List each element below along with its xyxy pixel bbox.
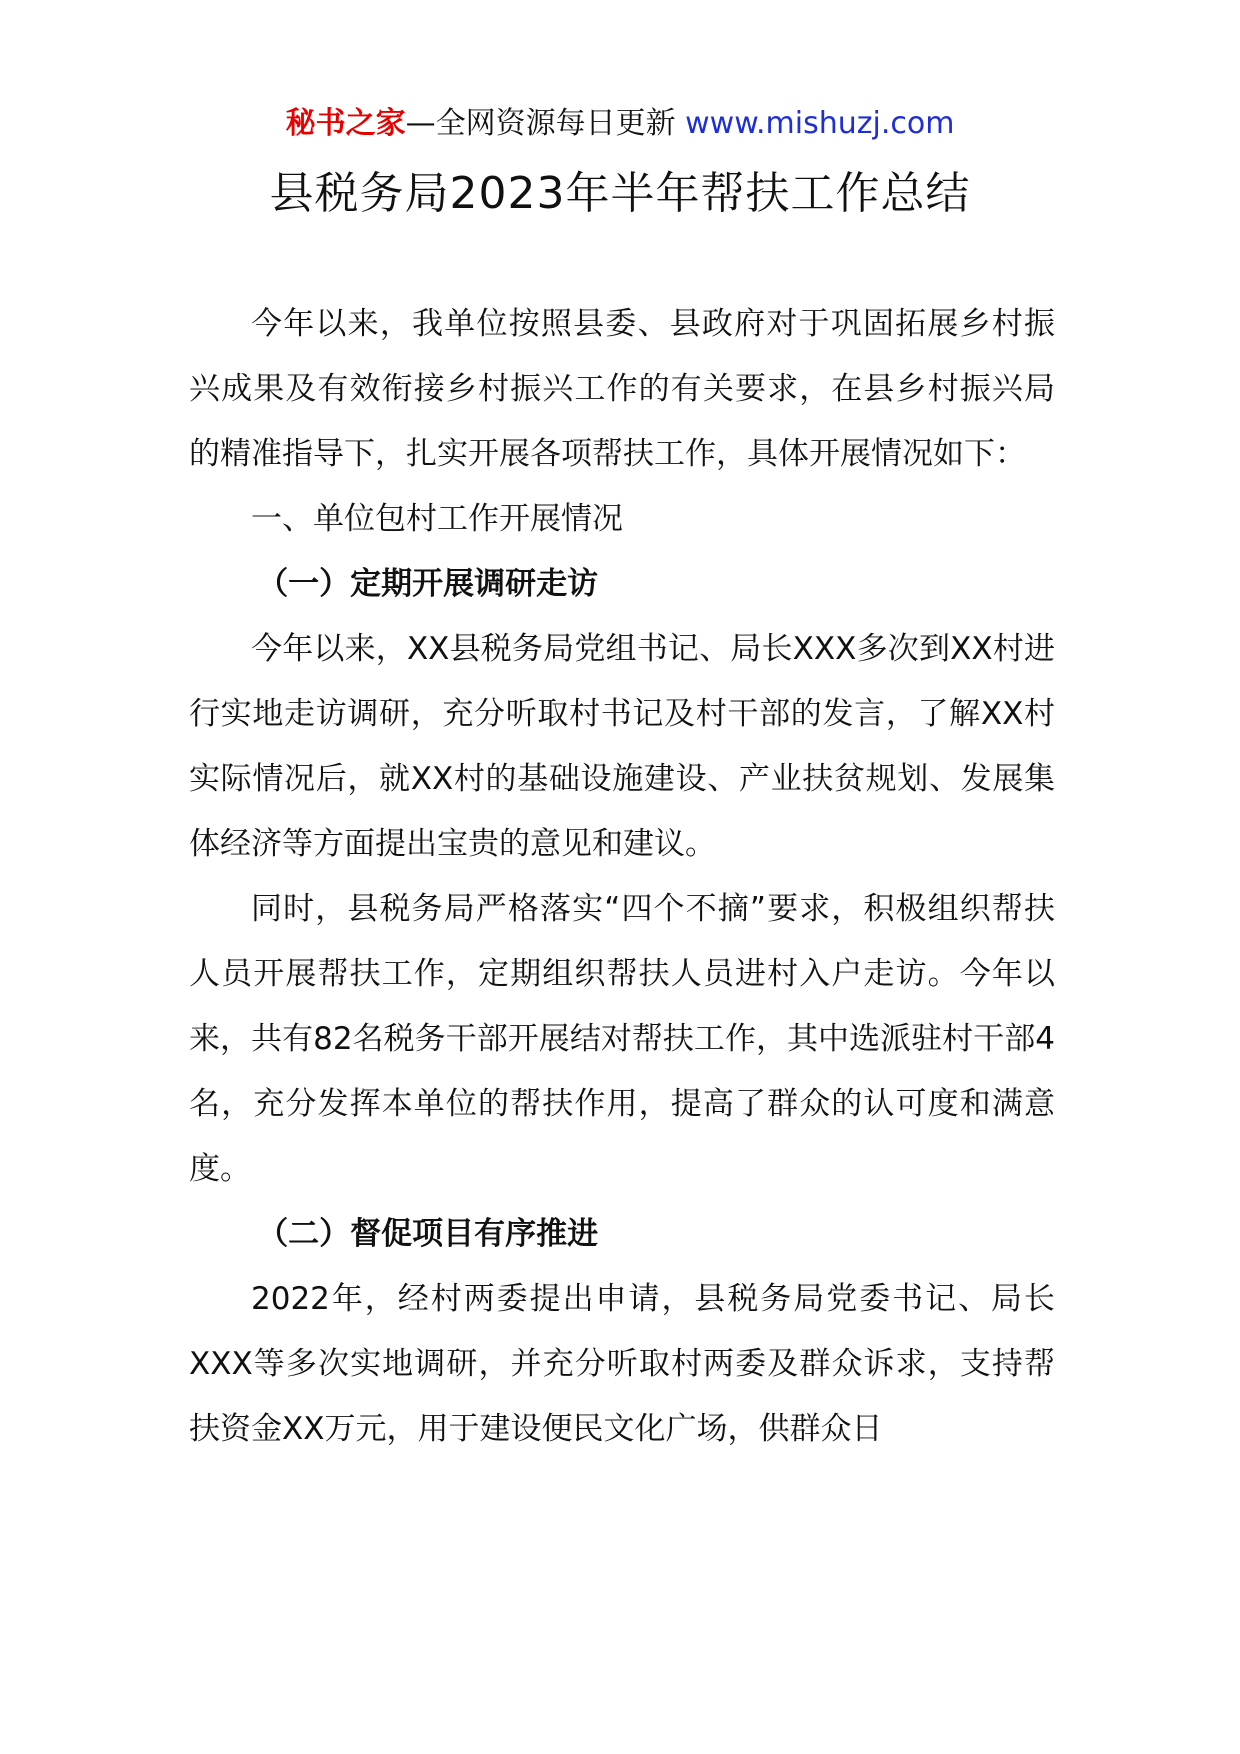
subsection-heading-1: （一）定期开展调研走访 xyxy=(257,566,599,602)
subsection-heading-2: （二）督促项目有序推进 xyxy=(257,1216,599,1252)
brand-name: 秘书之家 xyxy=(285,106,406,141)
site-url-link[interactable]: www.mishuzj.com xyxy=(685,106,955,141)
body-paragraph: 今年以来，XX县税务局党组书记、局长XXX多次到XX村进行实地走访调研，充分听取村书记及村干部的发言，了解XX村实际情况后，就XX村的基础设施建设、产业扶贫规划、发展集体经济等方面提出宝贵的意见和建议。 xyxy=(189,631,1055,862)
intro-paragraph: 今年以来，我单位按照县委、县政府对于巩固拓展乡村振兴成果及有效衔接乡村振兴工作的有关要求，在县乡村振兴局的精准指导下，扎实开展各项帮扶工作，具体开展情况如下： xyxy=(189,306,1055,472)
document-body xyxy=(189,292,1055,1462)
site-banner xyxy=(0,102,1240,146)
document-title: 县税务局2023年半年帮扶工作总结 xyxy=(269,168,971,219)
section-heading-1: 一、单位包村工作开展情况 xyxy=(251,501,623,537)
slogan: —全网资源每日更新 xyxy=(405,106,676,141)
body-paragraph: 同时，县税务局严格落实“四个不摘”要求，积极组织帮扶人员开展帮扶工作，定期组织帮扶人员进村入户走访。今年以来，共有82名税务干部开展结对帮扶工作，其中选派驻村干部4名，充分发挥本单位的帮扶作用，提高了群众的认可度和满意度。 xyxy=(189,891,1055,1187)
body-paragraph: 2022年，经村两委提出申请，县税务局党委书记、局长XXX等多次实地调研，并充分听取村两委及群众诉求，支持帮扶资金XX万元，用于建设便民文化广场，供群众日 xyxy=(189,1281,1055,1447)
